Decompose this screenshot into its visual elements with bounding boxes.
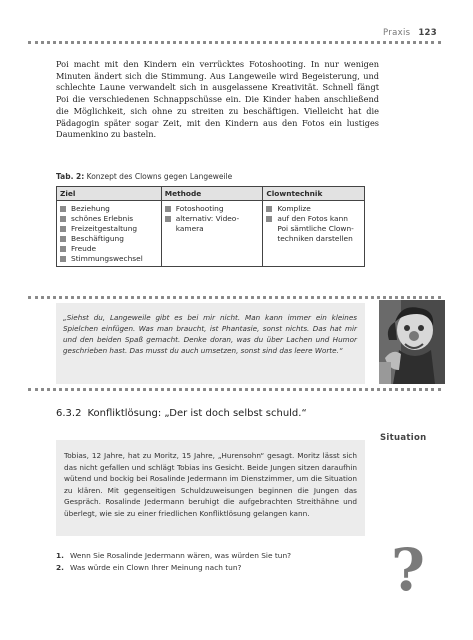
- list-item: Freizeitgestaltung: [60, 224, 158, 234]
- quote-top-divider: [28, 296, 441, 299]
- quote-bottom-divider: [28, 388, 441, 391]
- table-header-methode: Methode: [161, 187, 263, 201]
- question-number: 1.: [56, 551, 64, 560]
- list-item: alternativ: Video-kamera: [165, 214, 260, 234]
- running-head: Praxis: [383, 28, 411, 38]
- question-mark-icon: ?: [391, 536, 425, 604]
- section-heading: [56, 408, 307, 419]
- bullet-square-icon: [60, 256, 66, 262]
- page-header: [383, 28, 437, 38]
- bullet-square-icon: [165, 206, 171, 212]
- list-item: [56, 550, 291, 562]
- table-caption: [56, 172, 232, 181]
- bullet-square-icon: [60, 236, 66, 242]
- bullet-square-icon: [266, 206, 272, 212]
- header-divider: [28, 41, 441, 44]
- question-number: 2.: [56, 562, 64, 572]
- list-item: Komplize: [266, 204, 361, 214]
- question-text: Was würde ein Clown Ihrer Meinung nach tun?: [70, 562, 242, 572]
- quote-box: [56, 303, 365, 384]
- table-cell-clowntechnik: [263, 201, 365, 267]
- table-header-row: [57, 187, 365, 201]
- page-number: 123: [418, 28, 437, 38]
- list-item: Stimmungswechsel: [60, 254, 158, 264]
- bullet-square-icon: [60, 216, 66, 222]
- margin-label: Situation: [380, 433, 427, 443]
- quote-text: „Siehst du, Langeweile gibt es bei mir nicht. Man kann immer ein kleines Spielchen einfügen. Was man braucht, ist Phantasie, sonst nichts. Das hat mir und den beiden Spaß gemacht. Denke doran, was du über Lachen und Humor geschrieben hast. Das musst du auch umsetzen, sonst sind das leere Worte.“: [63, 313, 357, 355]
- bullet-square-icon: [266, 216, 272, 222]
- case-text: Tobias, 12 Jahre, hat zu Moritz, 15 Jahre, „Hurensohn“ gesagt. Moritz lässt sich das nicht gefallen und schlägt Tobias ins Gesicht. Beide Jungen sitzen daraufhin wütend und bockig bei Rosalinde Jedermann im Dienstzimmer, um die Situation zu klären. Mit gegenseitigen Schuldzuweisungen beginnen die Jungen das Gespräch. Rosalinde Jedermann beruhigt die aufgebrachten Streithähne und überlegt, wie sie zu einer friedlichen Konfliktlösung gelangen kann.: [64, 451, 357, 518]
- section-number: 6.3.2: [56, 408, 82, 419]
- table-row: [57, 201, 365, 267]
- list-item: [56, 562, 291, 574]
- body-paragraph: Poi macht mit den Kindern ein verrücktes Fotoshooting. In nur wenigen Minuten ändert sich die Stimmung. Aus Langeweile wird Begeisterung, und schlechte Laune verwandelt sich in ausgelassene Kreativität. Schnell fängt Poi die verschiedenen Schnappschüsse ein. Die Kinder haben anschließend die Möglichkeit, sich ohne zu streiten zu beschäftigen. Vielleicht hat die Pädagogin später sogar Zeit, mit den Kindern aus den Fotos ein lustiges Daumenkino zu basteln.: [56, 59, 379, 140]
- question-text: Wenn Sie Rosalinde Jedermann wären, was würden Sie tun?: [70, 551, 292, 560]
- list-item: auf den Fotos kann Poi sämtliche Clown-techniken darstellen: [266, 214, 361, 244]
- bullet-square-icon: [60, 246, 66, 252]
- bullet-square-icon: [60, 226, 66, 232]
- list-item: Freude: [60, 244, 158, 254]
- table-cell-ziel: [57, 201, 162, 267]
- table-cell-methode: [161, 201, 263, 267]
- clown-photo-image: [379, 300, 445, 384]
- list-item: Beschäftigung: [60, 234, 158, 244]
- list-item: schönes Erlebnis: [60, 214, 158, 224]
- clown-photo: [379, 300, 445, 384]
- list-item: Fotoshooting: [165, 204, 260, 214]
- table-header-clowntechnik: Clowntechnik: [263, 187, 365, 201]
- concept-table: [56, 186, 365, 267]
- bullet-square-icon: [60, 206, 66, 212]
- table-caption-label: Tab. 2:: [56, 172, 85, 181]
- table-caption-text: Konzept des Clowns gegen Langeweile: [86, 172, 233, 181]
- table-header-ziel: Ziel: [57, 187, 162, 201]
- case-box: [56, 440, 365, 536]
- list-item: Beziehung: [60, 204, 158, 214]
- bullet-square-icon: [165, 216, 171, 222]
- question-list: [56, 550, 291, 573]
- section-title: Konfliktlösung: „Der ist doch selbst schuld.“: [87, 408, 307, 419]
